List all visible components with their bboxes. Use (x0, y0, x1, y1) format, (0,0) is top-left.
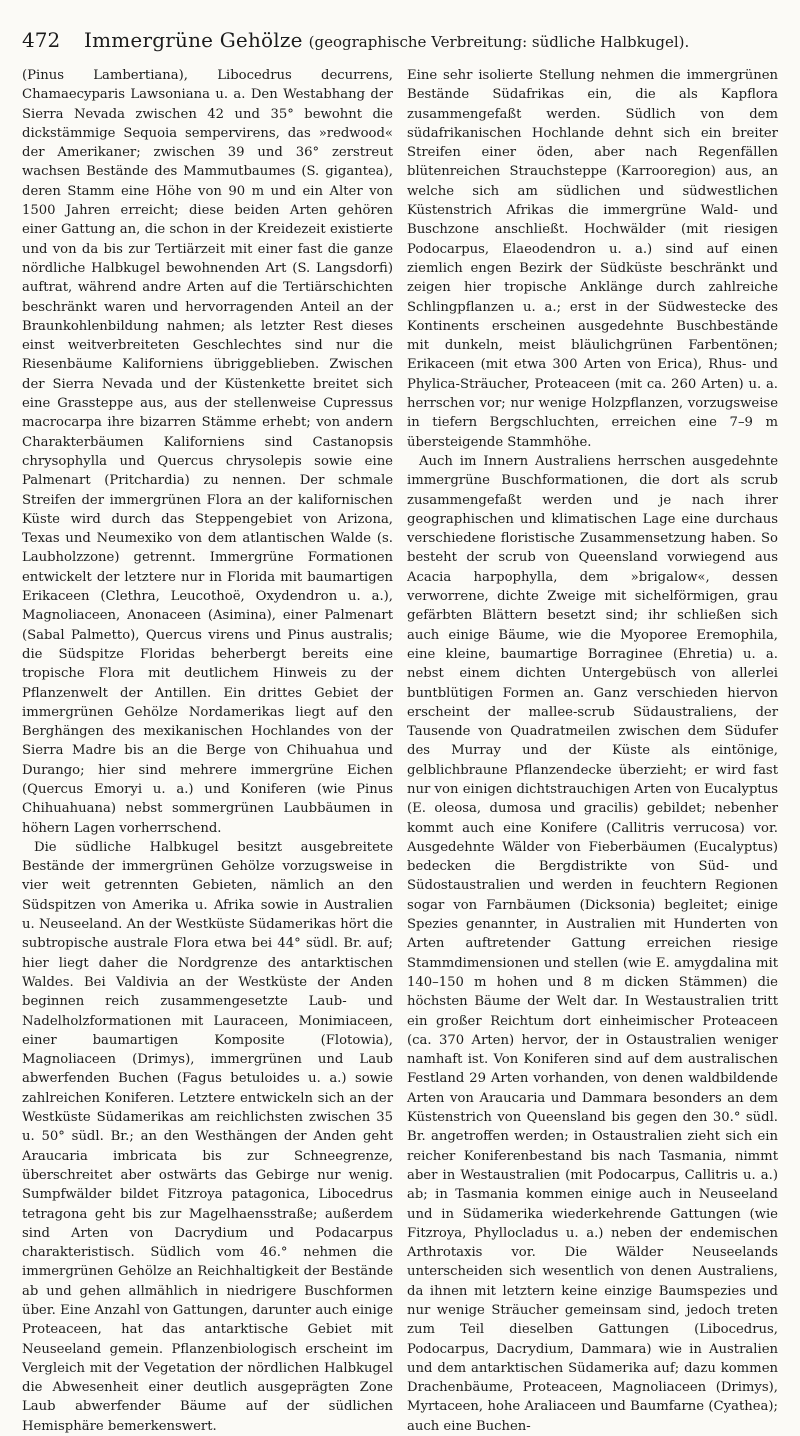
paragraph: Die südliche Halbkugel besitzt ausgebreitete Bestände der immergrünen Gehölze vorzugsweise in vier weit getrennten Gebieten, nämlich an den Südspitzen von Amerika u. Afrika sowie in Australien u. Neuseeland. An der Westküste Südamerikas hört die subtropische australe Flora etwa bei 44° südl. Br. auf; hier liegt daher die Nordgrenze des antarktischen Waldes. Bei Valdivia an der Westküste der Anden beginnen reich zusammengesetzte Laub- und Nadelholzformationen mit Lauraceen, Monimiaceen, einer baumartigen Komposite (Flotowia), Magnoliaceen (Drimys), immergrünen und Laub abwerfenden Buchen (Fagus betuloides u. a.) sowie zahlreichen Koniferen. Letztere entwickeln sich an der Westküste Südamerikas am reichlichsten zwischen 35 u. 50° südl. Br.; an den Westhängen der Anden geht Araucaria imbricata bis zur Schneegrenze, überschreitet aber ostwärts das Gebirge nur wenig. Sumpfwälder bildet Fitzroya patagonica, Libocedrus tetragona geht bis zur Magelhaensstraße; außerdem sind Arten von Dacrydium und Podacarpus charakteristisch. Südlich vom 46.° nehmen die immergrünen Gehölze an Reichhaltigkeit der Bestände ab und gehen allmählich in niedrigere Buschformen über. Eine Anzahl von Gattungen, darunter auch einige Proteaceen, hat das antarktische Gebiet mit Neuseeland gemein. Pflanzenbiologisch erscheint im Vergleich mit der Vegetation der nördlichen Halbkugel die Abwesenheit einer deutlich ausgeprägten Zone Laub abwerfender Bäume auf der südlichen Hemisphäre bemerkenswert. (22, 839, 393, 1434)
paragraph: Auch im Innern Australiens herrschen ausgedehnte immergrüne Buschformationen, die dort als scrub zusammengefaßt werden und je nach ihrer geographischen und klimatischen Lage eine durchaus verschiedene floristische Zusammensetzung haben. So besteht der scrub von Queensland vorwiegend aus Acacia harpophylla, dem »brigalow«, dessen verworrene, dichte Zweige mit sichelförmigen, grau gefärbten Blättern besetzt sind; ihr schließen sich auch einige Bäume, wie die Myoporee Eremophila, eine kleine, baumartige Borraginee (Ehretia) u. a. nebst einem dichten Untergebüsch von allerlei buntblütigen Formen an. Ganz verschieden hiervon erscheint der mallee-scrub Südaustraliens, der Tausende von Quadratmeilen zwischen dem Südufer des Murray und der Küste als eintönige, gelblichbraune Pflanzendecke überzieht; er wird fast nur von einigen dichtstrauchigen Arten von Eucalyptus (E. oleosa, dumosa und gracilis) gebildet; nebenher kommt auch eine Konifere (Callitris verrucosa) vor. Ausgedehnte Wälder von Fieberbäumen (Eucalyptus) bedecken die Bergdistrikte von Süd- und Südostaustralien und werden in feuchtern Regionen sogar von Farnbäumen (Dicksonia) begleitet; einige Spezies genannter, in Australien mit Hunderten von Arten auftretender Gattung erreichen riesige Stammdimensionen und stellen (wie E. amygdalina mit 140–150 m hohen und 8 m dicken Stämmen) die höchsten Bäume der Welt dar. In Westaustralien tritt ein großer Reichtum dort einheimischer Proteaceen (ca. 370 Arten) hervor, der in Ostaustralien weniger namhaft ist. Von Koniferen sind auf dem australischen Festland 29 Arten vorhanden, von denen waldbildende Arten von Araucaria und Dammara besonders an dem Küstenstrich von Queensland bis gegen den 30.° südl. Br. angetroffen werden; in Ostaustralien zieht sich ein reicher Koniferenbestand bis nach Tasmania, nimmt aber in Westaustralien (mit Podocarpus, Callitris u. a.) ab; in Tasmania kommen einige auch in Neuseeland und in Südamerika wiederkehrende Gattungen (wie Fitzroya, Phyllocladus u. a.) neben der endemischen Arthrotaxis vor. Die Wälder Neuseelands unterscheiden sich wesentlich von denen Australiens, da ihnen mit letztern keine einzige Baumspezies und nur wenige Sträucher gemeinsam sind, jedoch treten zum Teil dieselben Gattungen (Libocedrus, Podocarpus, Dacrydium, Dammara) wie in Australien und dem antarktischen Südamerika auf; dazu kommen Drachenbäume, Proteaceen, Magnoliaceen (Drimys), Myrtaceen, hohe Araliaceen und Baumfarne (Cyathea); auch eine Buchen- (407, 453, 778, 1434)
paragraph: Eine sehr isolierte Stellung nehmen die immergrünen Bestände Südafrikas ein, die als Kapflora zusammengefaßt werden. Südlich von dem südafrikanischen Hochlande dehnt sich ein breiter Streifen einer öden, aber nach Regenfällen blütenreichen Strauchsteppe (Karrooregion) aus, an welche sich am südlichen und südwestlichen Küstenstrich Afrikas die immergrüne Wald- und Buschzone anschließt. Hochwälder (mit riesigen Podocarpus, Elaeodendron u. a.) sind auf einen ziemlich engen Bezirk der Südküste beschränkt und zeigen hier tropische Anklänge durch zahlreiche Schlingpflanzen u. a.; erst in der Südwestecke des Kontinents erscheinen ausgedehnte Buschbestände mit dunkeln, meist bläulichgrünen Farbentönen; Erikaceen (mit etwa 300 Arten von Erica), Rhus- und Phylica-Sträucher, Proteaceen (mit ca. 260 Arten) u. a. herrschen vor; nur wenige Holzpflanzen, vorzugsweise in tiefern Bergschluchten, erreichen eine 7–9 m übersteigende Stammhöhe. (407, 68, 778, 450)
page-number: 472 (22, 28, 61, 52)
text-columns (22, 66, 778, 1436)
left-column (22, 66, 393, 1436)
right-column (407, 66, 778, 1436)
paragraph: (Pinus Lambertiana), Libocedrus decurrens, Chamaecyparis Lawsoniana u. a. Den Westabhang der Sierra Nevada zwischen 42 und 35° bewohnt die dickstämmige Sequoia sempervirens, das »redwood« der Amerikaner; zwischen 39 und 36° zerstreut wachsen Bestände des Mammutbaumes (S. gigantea), deren Stamm eine Höhe von 90 m und ein Alter von 1500 Jahren erreicht; diese beiden Arten gehören einer Gattung an, die schon in der Kreidezeit existierte und von da bis zur Tertiärzeit mit einer fast die ganze nördliche Halbkugel bewohnenden Art (S. Langsdorfi) auftrat, während andre Arten auf die Tertiärschichten beschränkt waren und hervorragenden Anteil an der Braunkohlenbildung nahmen; als letzter Rest dieses einst weitverbreiteten Geschlechtes sind nur die Riesenbäume Kaliforniens übriggeblieben. Zwischen der Sierra Nevada und der Küstenkette breitet sich eine Grassteppe aus, aus der stellenweise Cupressus macrocarpa ihre bizarren Stämme erhebt; von andern Charakterbäumen Kaliforniens sind Castanopsis chrysophylla und Quercus chrysolepis sowie eine Palmenart (Pritchardia) zu nennen. Der schmale Streifen der immergrünen Flora an der kalifornischen Küste wird durch das Steppengebiet von Arizona, Texas und Neumexiko von dem atlantischen Walde (s. Laubholzzone) getrennt. Immergrüne Formationen entwickelt der letztere nur in Florida mit baumartigen Erikaceen (Clethra, Leucothoë, Oxydendron u. a.), Magnoliaceen, Anonaceen (Asimina), einer Palmenart (Sabal Palmetto), Quercus virens und Pinus australis; die Südspitze Floridas beherbergt bereits eine tropische Flora mit deutlichem Hinweis zu der Pflanzenwelt der Antillen. Ein drittes Gebiet der immergrünen Gehölze Nordamerikas liegt auf den Berghängen des mexikanischen Hochlandes von der Sierra Madre bis an die Berge von Chihuahua und Durango; hier sind mehrere immergrüne Eichen (Quercus Emoryi u. a.) und Koniferen (wie Pinus Chihuahuana) nebst sommergrünen Laubbäumen in höhern Lagen vorherrschend. (22, 68, 393, 836)
running-title: Immergrüne Gehölze (84, 28, 303, 52)
running-subtitle: (geographische Verbreitung: südliche Halbkugel). (308, 33, 690, 51)
running-header (22, 28, 778, 62)
